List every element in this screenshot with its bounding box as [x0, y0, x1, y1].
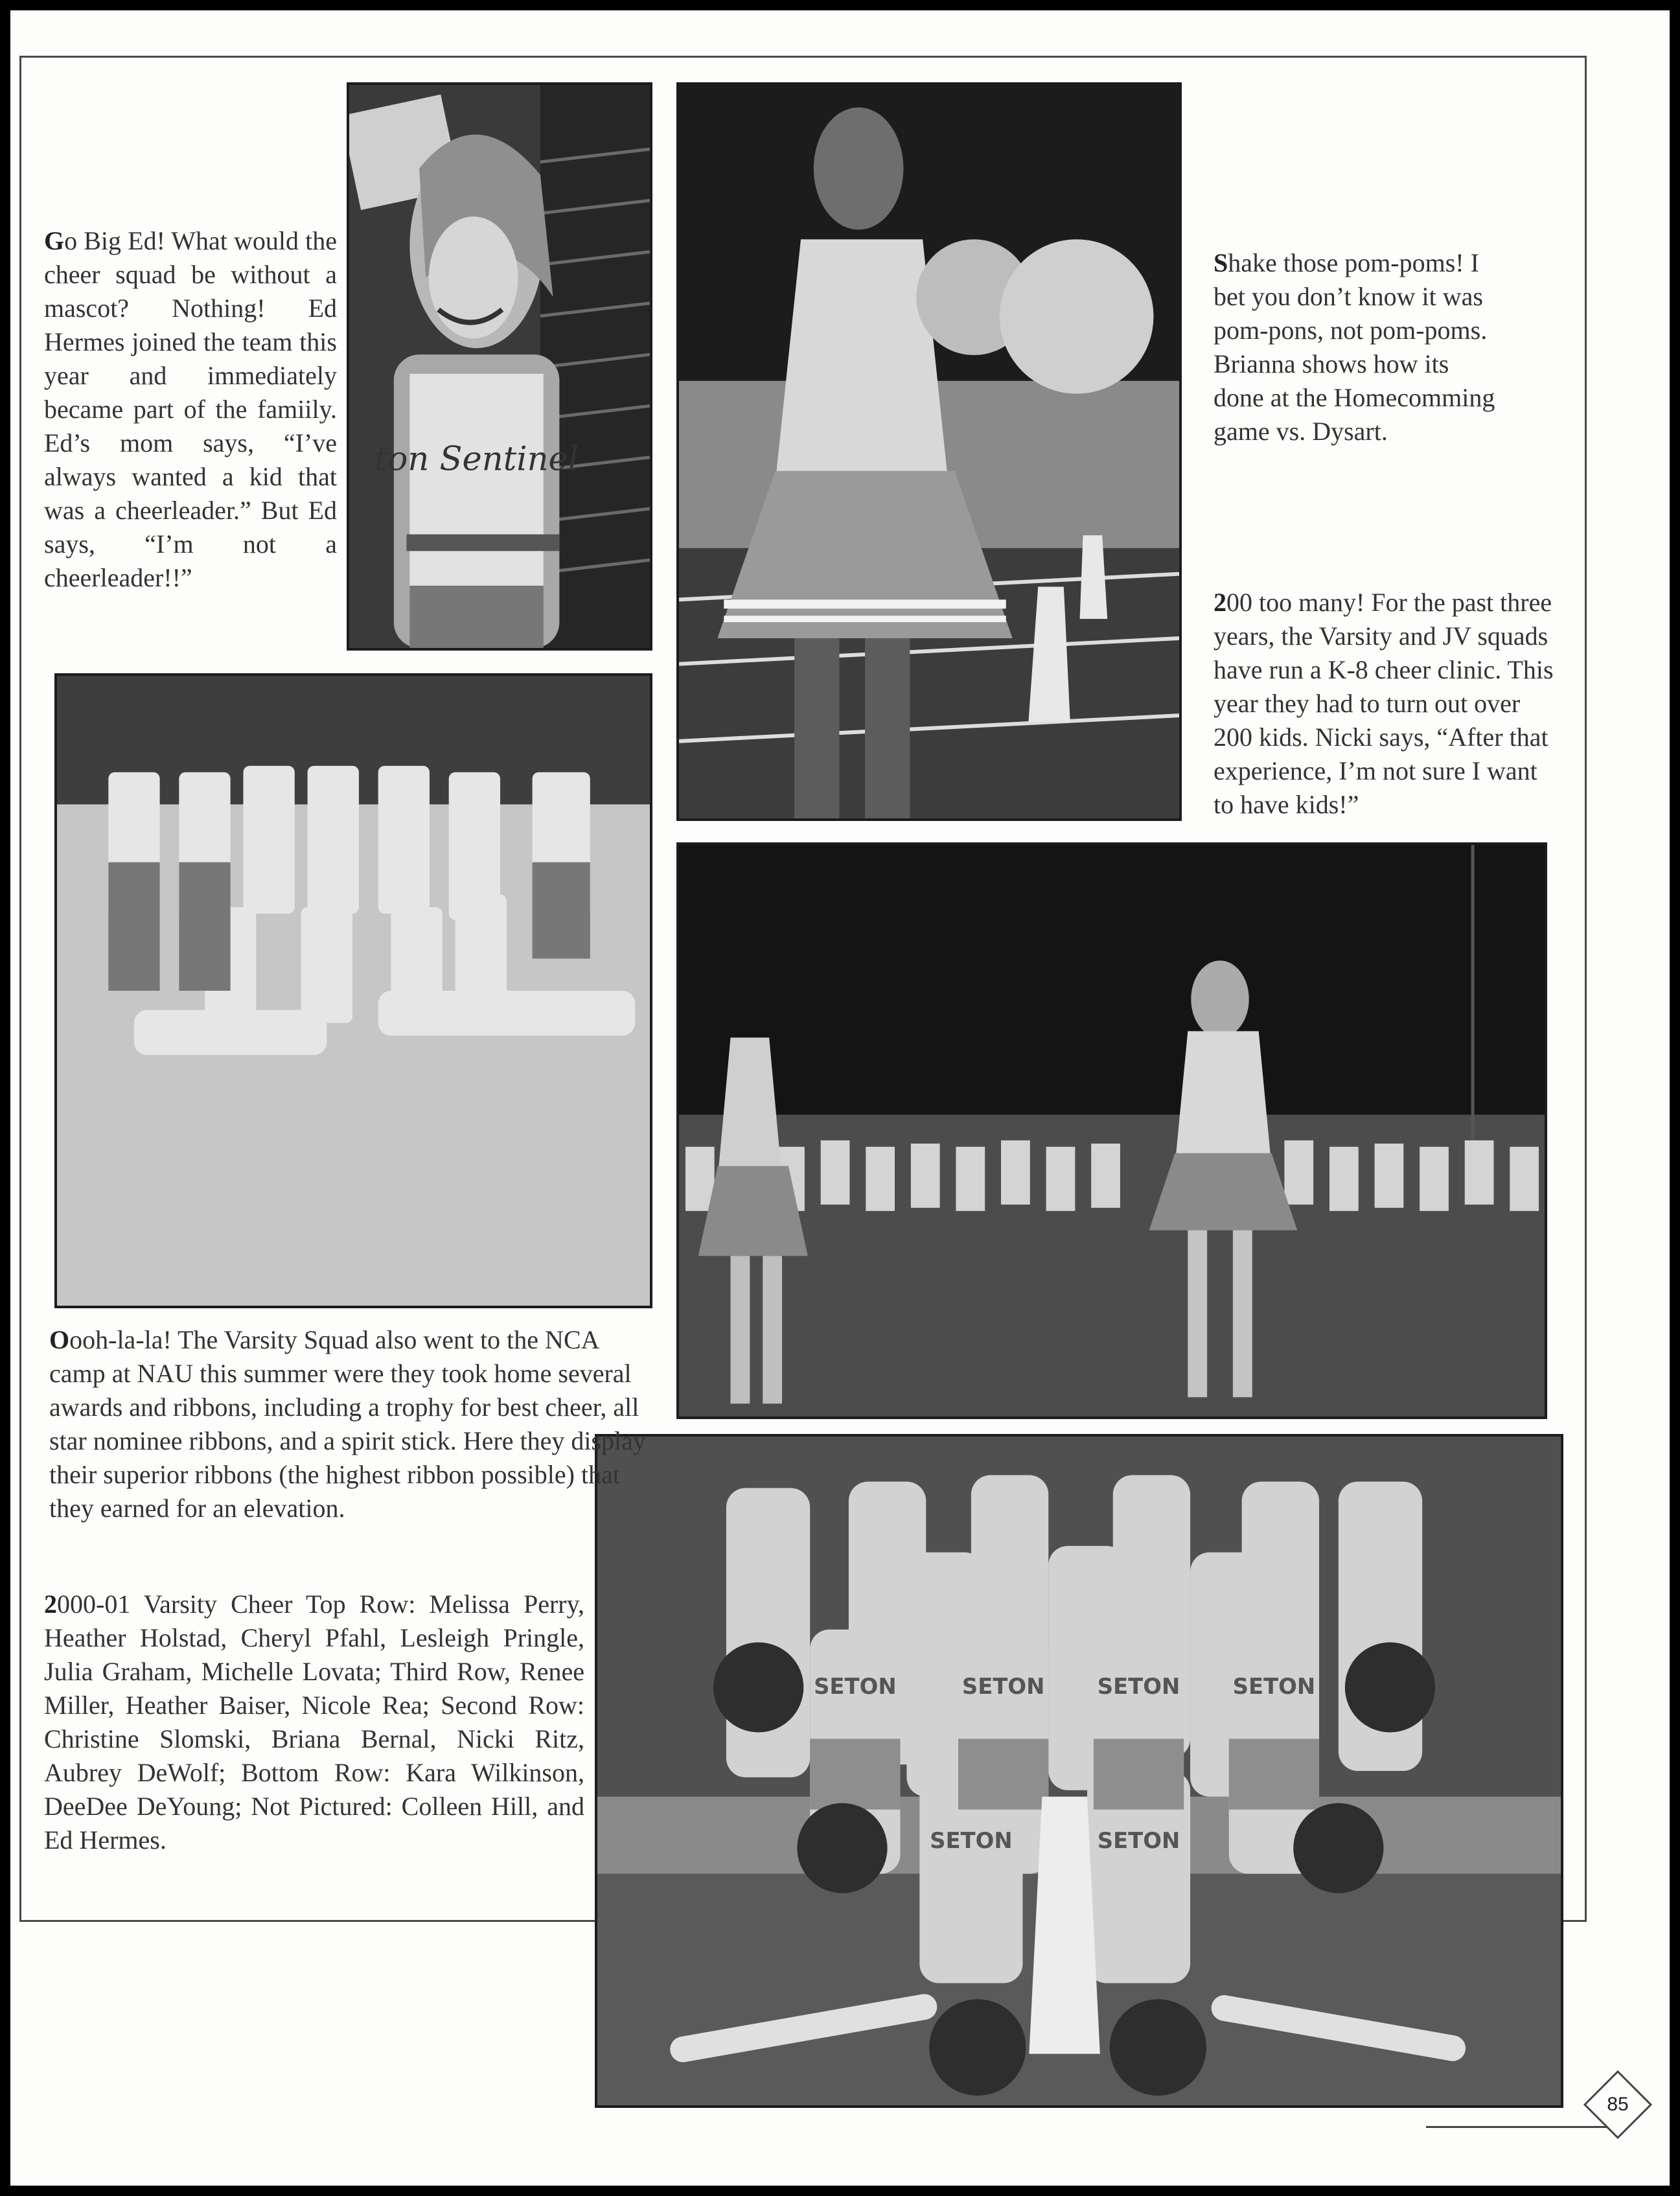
drop-letter: 2 — [44, 1589, 57, 1619]
photo-pompoms — [676, 82, 1182, 821]
photo-clinic — [676, 842, 1547, 1419]
photo-team-portrait — [595, 1434, 1563, 2108]
caption-text: o Big Ed! What would the cheer squad be without a mascot? Nothing! Ed Hermes joined the team this year and immediately became part of the famiily. Ed’s mom says, “I’ve always wanted a kid that was a cheerleader.” But Ed says, “I’m not a cheerleader!!” — [44, 226, 337, 592]
uniform-text: SETON — [930, 1828, 1013, 1854]
caption-roster — [44, 1588, 584, 1857]
caption-pompoms — [1214, 246, 1499, 448]
drop-letter: S — [1214, 248, 1228, 277]
photo-ribbons — [54, 673, 652, 1308]
drop-letter: 2 — [1214, 588, 1226, 617]
caption-mascot — [44, 224, 337, 595]
photo-mascot — [347, 82, 652, 651]
drop-letter: O — [49, 1325, 70, 1354]
uniform-text: SETON — [961, 1673, 1045, 1699]
yearbook-page — [10, 10, 1670, 2186]
uniform-text: SETON — [1097, 1828, 1180, 1854]
caption-text: 00 too many! For the past three years, the Varsity and JV squads have run a K-8 cheer clinic. This year they had to turn out over 200 kids. Nicki says, “After that experience, I’m not sure I want to have kids!” — [1214, 588, 1554, 819]
caption-clinic — [1214, 586, 1563, 822]
uniform-text: SETON — [1232, 1673, 1316, 1699]
uniform-text: SETON — [1097, 1673, 1180, 1699]
mascot-shirt-text: ton Sentinel — [374, 439, 579, 479]
caption-camp — [49, 1323, 652, 1525]
caption-text: 000-01 Varsity Cheer Top Row: Melissa Perry, Heather Holstad, Cheryl Pfahl, Lesleigh Pringle, Julia Graham, Michelle Lovata; Third Row, Renee Miller, Heather Baiser, Nicole Rea; Second Row: Christine Slomski, Briana Bernal, Nicki Ritz, Aubrey DeWolf; Bottom Row: Kara Wilkinson, DeeDee DeYoung; Not Pictured: Colleen Hill, and Ed Hermes. — [44, 1589, 584, 1855]
caption-text: hake those pom-poms! I bet you don’t know it was pom-pons, not pom-poms. Brianna shows how its done at the Homecomming game vs. Dysart. — [1214, 248, 1495, 446]
page-number: 85 — [1607, 2094, 1629, 2115]
caption-text: ooh-la-la! The Varsity Squad also went to the NCA camp at NAU this summer were they took home several awards and ribbons, including a trophy for best cheer, all star nominee ribbons, and a spirit stick. Here they display their superior ribbons (the highest ribbon possible) that they earned for an elevation. — [49, 1325, 646, 1523]
drop-letter: G — [44, 226, 65, 255]
uniform-text: SETON — [814, 1673, 897, 1699]
